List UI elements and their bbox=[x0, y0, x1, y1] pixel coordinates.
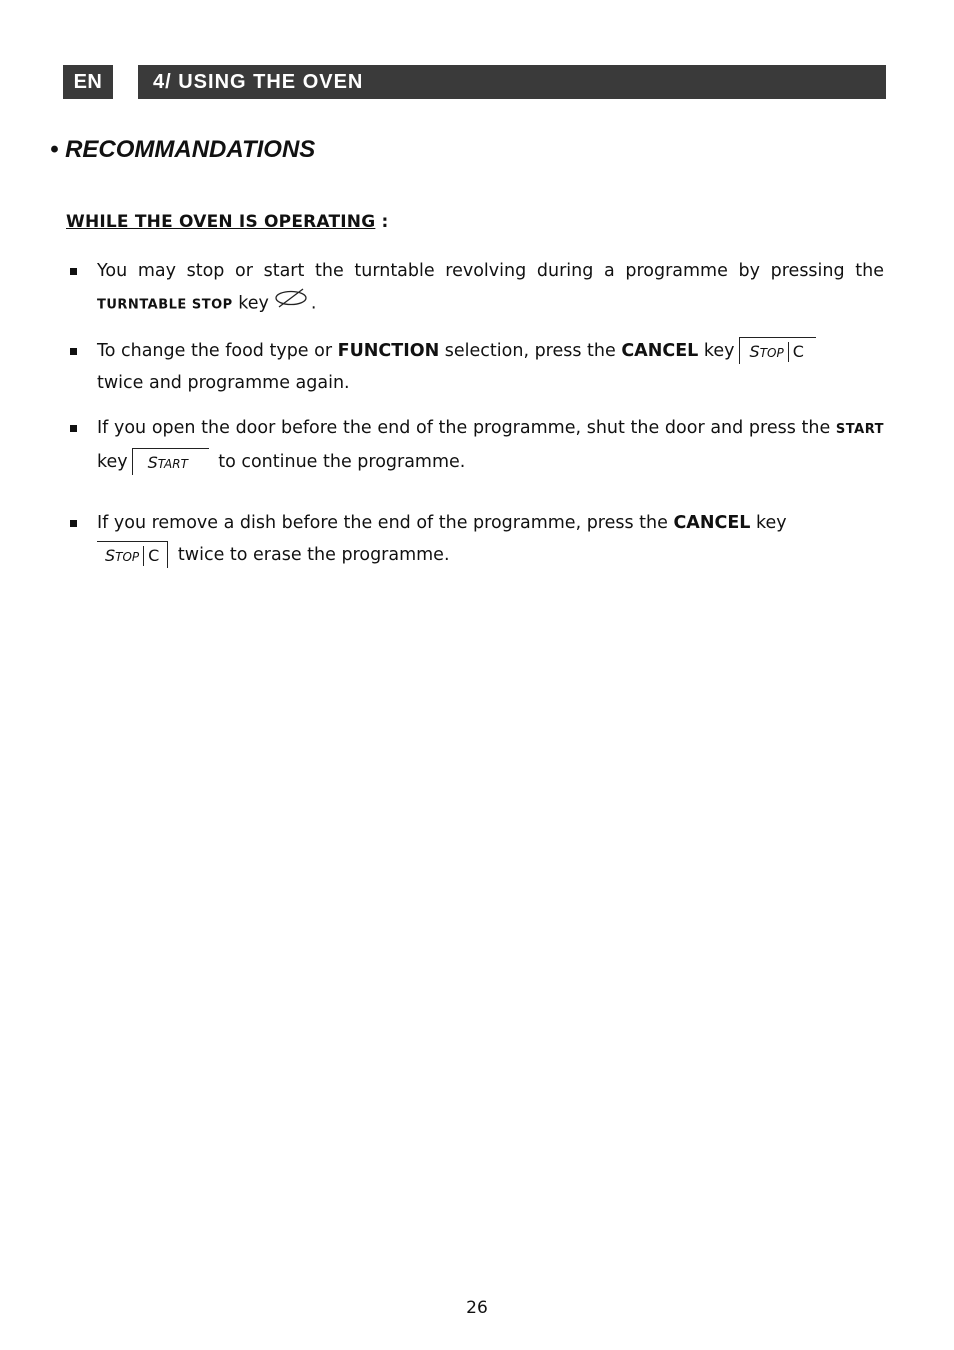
page-number: 26 bbox=[466, 1298, 488, 1318]
bullet-text: If you remove a dish before the end of the programme, press the bbox=[97, 512, 674, 533]
bullet-text: key bbox=[97, 451, 128, 472]
bullet-text: If you open the door before the end of the programme, shut the door and press the bbox=[97, 417, 836, 438]
section-title: • RECOMMANDATIONS bbox=[50, 136, 316, 163]
stop-cancel-key bbox=[97, 541, 168, 568]
start-keyname: START bbox=[835, 421, 884, 437]
bullet-open-door bbox=[66, 412, 884, 478]
section-header: 4/ USING THE OVEN bbox=[138, 65, 886, 99]
key-c: C bbox=[788, 342, 804, 362]
turntable-stop-icon bbox=[273, 287, 309, 320]
turntable-stop-keyname: TURNTABLE STOP bbox=[97, 297, 233, 313]
bullet-text: . bbox=[310, 293, 317, 314]
language-tab: EN bbox=[63, 65, 113, 99]
subheading-label: WHILE THE OVEN IS OPERATING bbox=[66, 212, 376, 232]
bullet-text: twice and programme again. bbox=[97, 372, 350, 393]
key-small-caps: TOP bbox=[759, 346, 784, 360]
recommendation-list bbox=[66, 255, 884, 571]
subheading bbox=[66, 212, 389, 232]
bullet-text: To change the food type or bbox=[97, 340, 338, 361]
key-letter: S bbox=[147, 453, 158, 472]
bullet-text: key bbox=[750, 512, 787, 533]
bullet-text: key bbox=[232, 293, 269, 314]
key-c: C bbox=[143, 546, 159, 566]
bullet-text: You may stop or start the turntable revolving during a programme by pressing the bbox=[97, 261, 884, 281]
bullet-text: key bbox=[698, 340, 735, 361]
cancel-word: CANCEL bbox=[621, 340, 699, 361]
bullet-change-food-type bbox=[66, 335, 884, 399]
key-small-caps: TOP bbox=[115, 550, 140, 564]
cancel-word: CANCEL bbox=[673, 512, 751, 533]
bullet-text: selection, press the bbox=[439, 340, 622, 361]
bullet-turntable-stop bbox=[66, 255, 884, 322]
start-key bbox=[132, 448, 209, 475]
bullet-text: twice to erase the programme. bbox=[172, 544, 450, 565]
key-letter: S bbox=[749, 342, 760, 361]
function-word: FUNCTION bbox=[337, 340, 440, 361]
subheading-colon: : bbox=[375, 212, 389, 232]
stop-cancel-key bbox=[739, 337, 816, 364]
key-letter: S bbox=[105, 546, 116, 565]
bullet-text: to continue the programme. bbox=[212, 451, 466, 472]
bullet-remove-dish bbox=[66, 507, 884, 571]
key-small-caps: TART bbox=[157, 457, 188, 471]
